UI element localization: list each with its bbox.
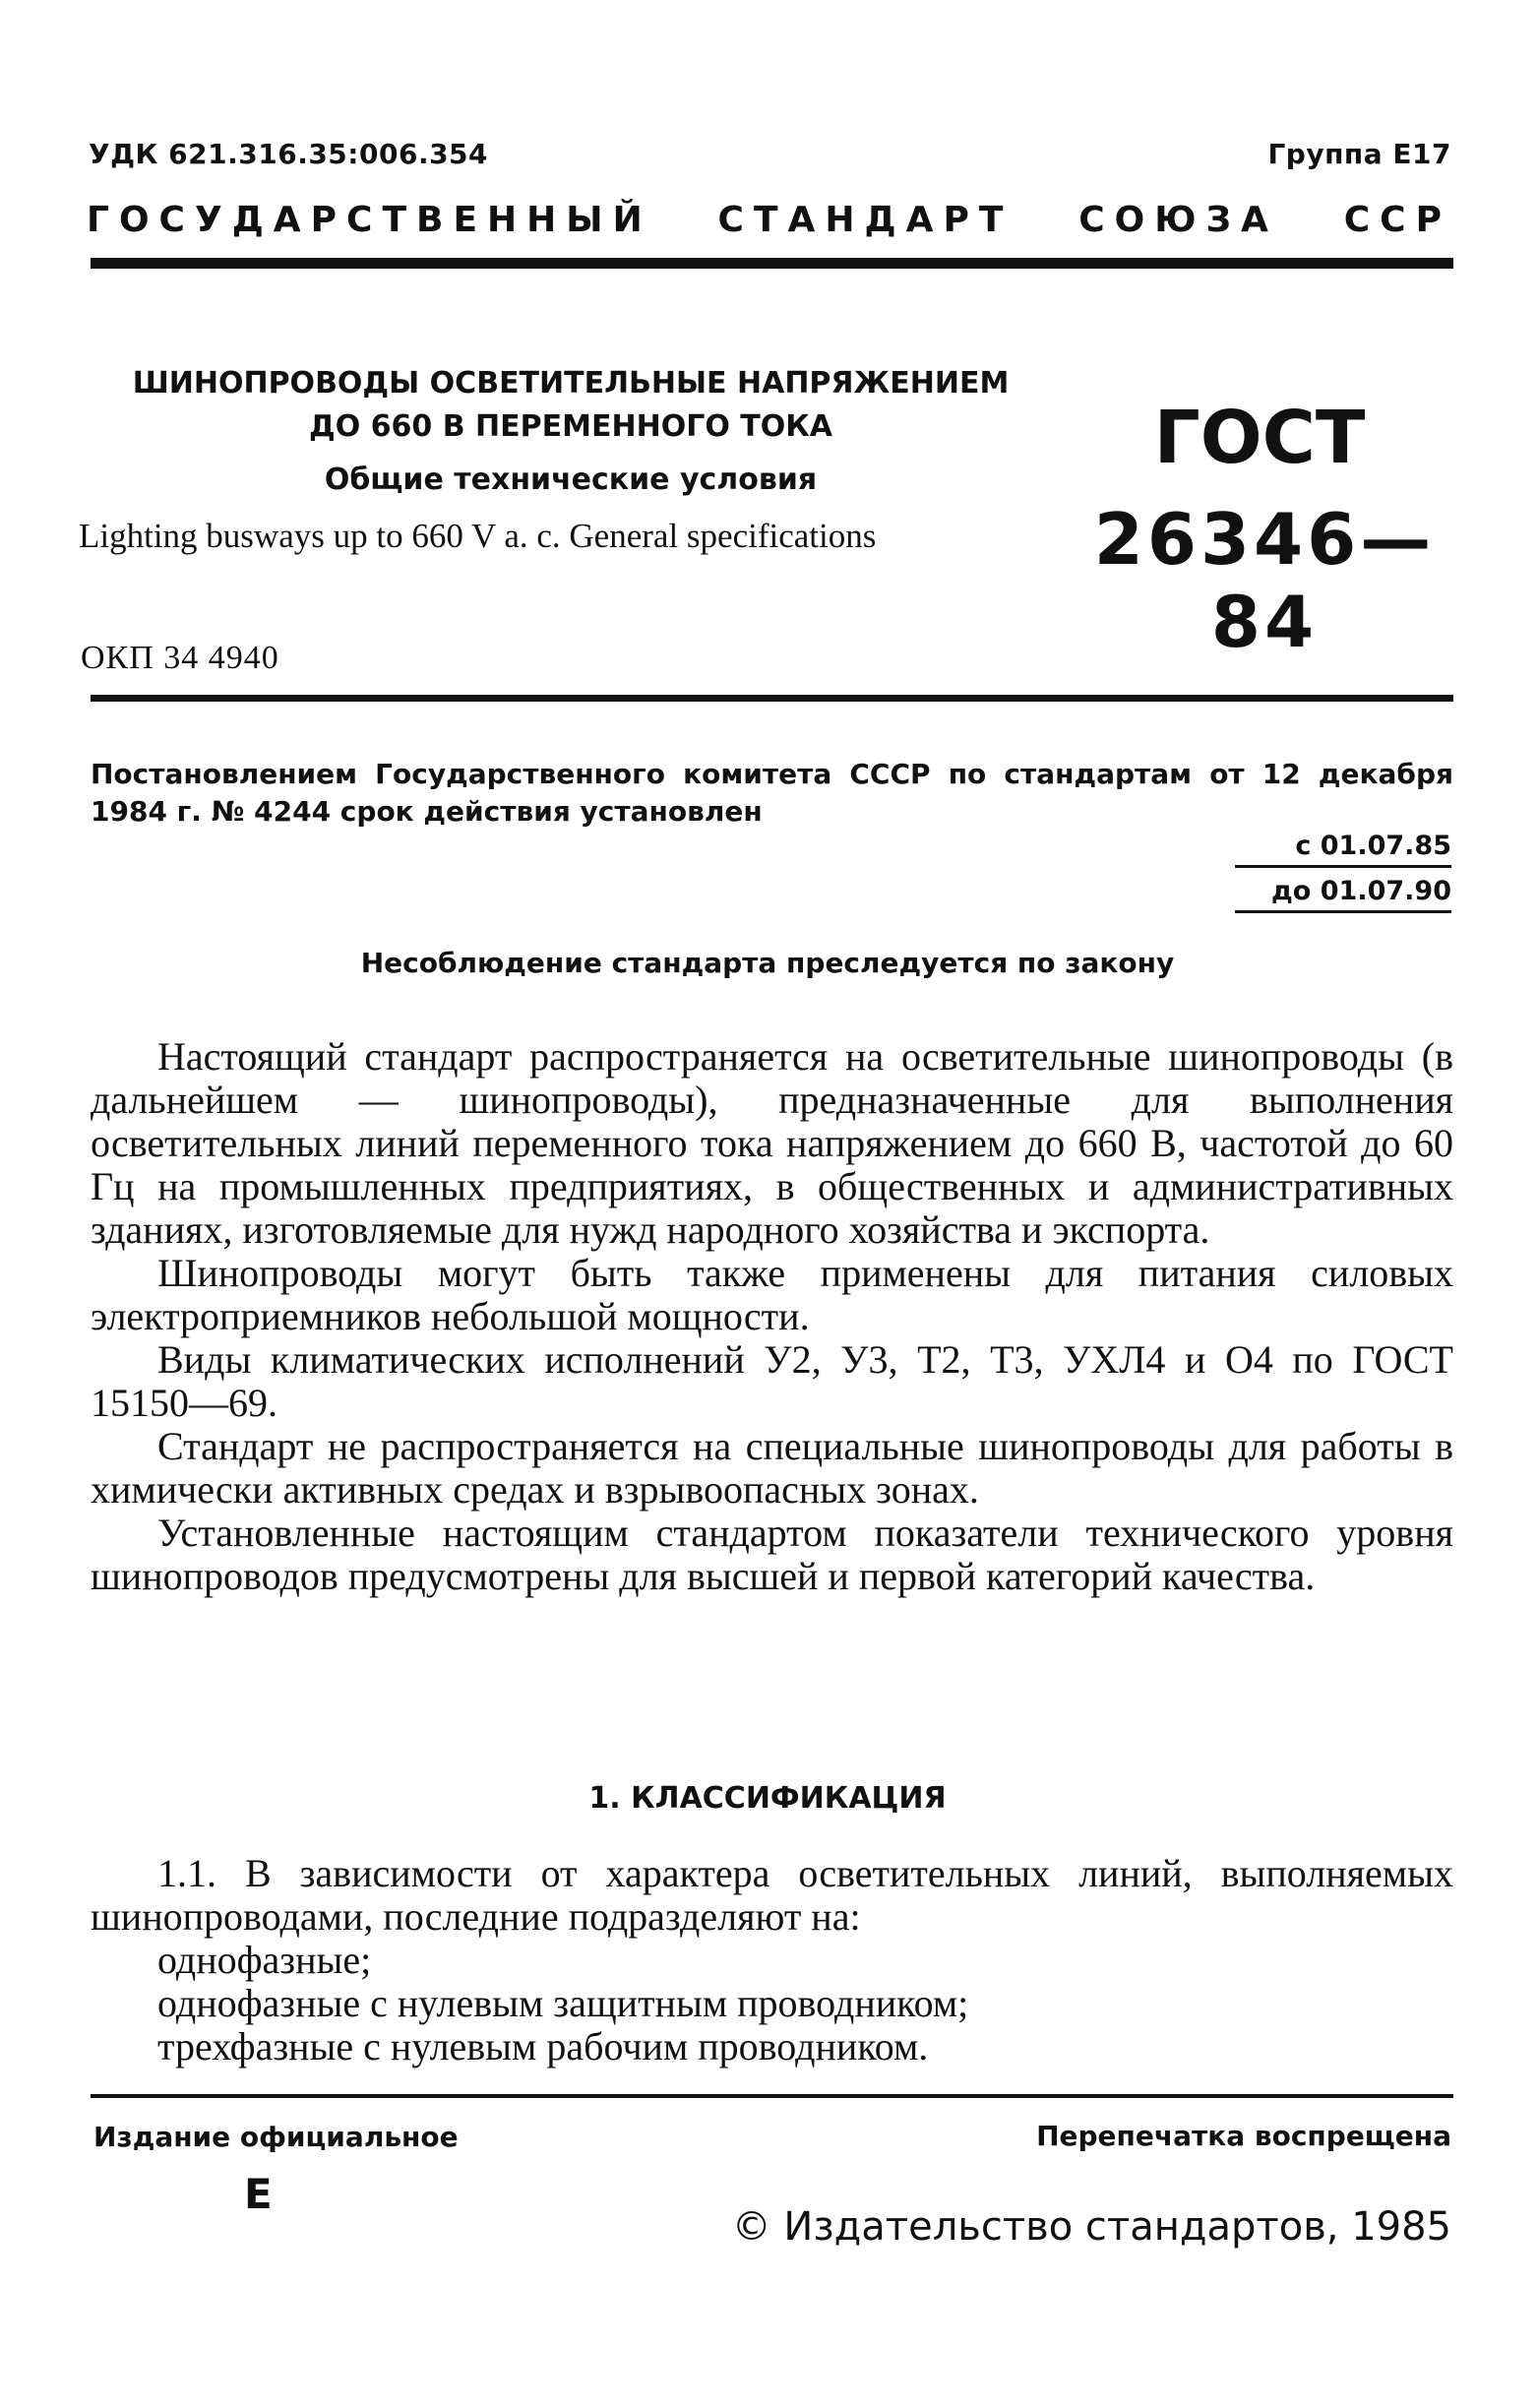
body-paragraph-2: Шинопроводы могут быть также применены для питания силовых электроприемников небольшой мощности. (91, 1251, 1453, 1338)
document-title (79, 362, 1063, 449)
bottom-divider (91, 2094, 1453, 2098)
state-standard-word-3: СОЮЗА (1078, 200, 1278, 240)
section-title: 1. КЛАССИФИКАЦИЯ (588, 1781, 947, 1816)
group-code: Группа E17 (1267, 138, 1451, 170)
quality-mark: Е (244, 2170, 273, 2218)
classification-item-3: трехфазные с нулевым рабочим проводником. (157, 2024, 929, 2068)
legal-warning: Несоблюдение стандарта преследуется по закону (360, 947, 1175, 979)
middle-divider (91, 695, 1453, 702)
document-body (91, 1035, 1453, 1598)
okp-code: ОКП 34 4940 (81, 640, 279, 676)
classification-item-1: однофазные; (157, 1938, 372, 1982)
state-standard-word-1: ГОСУДАРСТВЕННЫЙ (87, 200, 652, 240)
state-standard-heading (87, 200, 1451, 240)
state-standard-word-2: СТАНДАРТ (717, 200, 1014, 240)
body-paragraph-1: Настоящий стандарт распространяется на осветительные шинопроводы (в дальнейшем — шинопроводы), предназначенные для выполнения осветительных линий переменного тока напряжением до 660 В, частотой до 60 Гц на промышленных предприятиях, в общественных и административных зданиях, изготовляемые для нужд народного хозяйства и экспорта. (91, 1034, 1453, 1252)
top-divider (91, 258, 1453, 269)
title-line-1: ШИНОПРОВОДЫ ОСВЕТИТЕЛЬНЫЕ НАПРЯЖЕНИЕМ (132, 366, 1010, 401)
date-to: до 01.07.90 (1235, 876, 1451, 913)
document-subtitle: Общие технические условия (324, 463, 818, 497)
state-standard-word-4: ССР (1343, 200, 1451, 240)
reprint-prohibited: Перепечатка воспрещена (1036, 2120, 1451, 2152)
gost-number: 26346—84 (1093, 498, 1436, 663)
body-paragraph-3: Виды климатических исполнений У2, У3, Т2, Т3, УХЛ4 и О4 по ГОСТ 15150—69. (91, 1337, 1453, 1425)
classification-list (157, 1939, 968, 2068)
classification-item-2: однофазные с нулевым защитным проводником; (157, 1981, 969, 2025)
gost-label: ГОСТ (1153, 396, 1366, 480)
official-edition: Издание официальное (93, 2121, 459, 2153)
title-line-2: ДО 660 В ПЕРЕМЕННОГО ТОКА (309, 409, 832, 444)
decree-text: Постановлением Государственного комитета СССР по стандартам от 12 декабря 1984 г. № 4244 срок действия установлен (91, 758, 1453, 828)
udc-code: УДК 621.316.35:006.354 (89, 138, 489, 170)
body-paragraph-4: Стандарт не распространяется на специальные шинопроводы для работы в химически активных средах и взрывоопасных зонах. (91, 1424, 1453, 1512)
section-intro (91, 1852, 1453, 1939)
body-paragraph-5: Установленные настоящим стандартом показатели технического уровня шинопроводов предусмотрены для высшей и первой категорий качества. (91, 1511, 1453, 1598)
section-intro-paragraph: 1.1. В зависимости от характера осветительных линий, выполняемых шинопроводами, последние подразделяют на: (91, 1851, 1453, 1939)
publisher-copyright: © Издательство стандартов, 1985 (731, 2204, 1451, 2250)
english-title: Lighting busways up to 660 V a. c. General specifications (79, 517, 877, 555)
date-from: с 01.07.85 (1235, 831, 1451, 868)
